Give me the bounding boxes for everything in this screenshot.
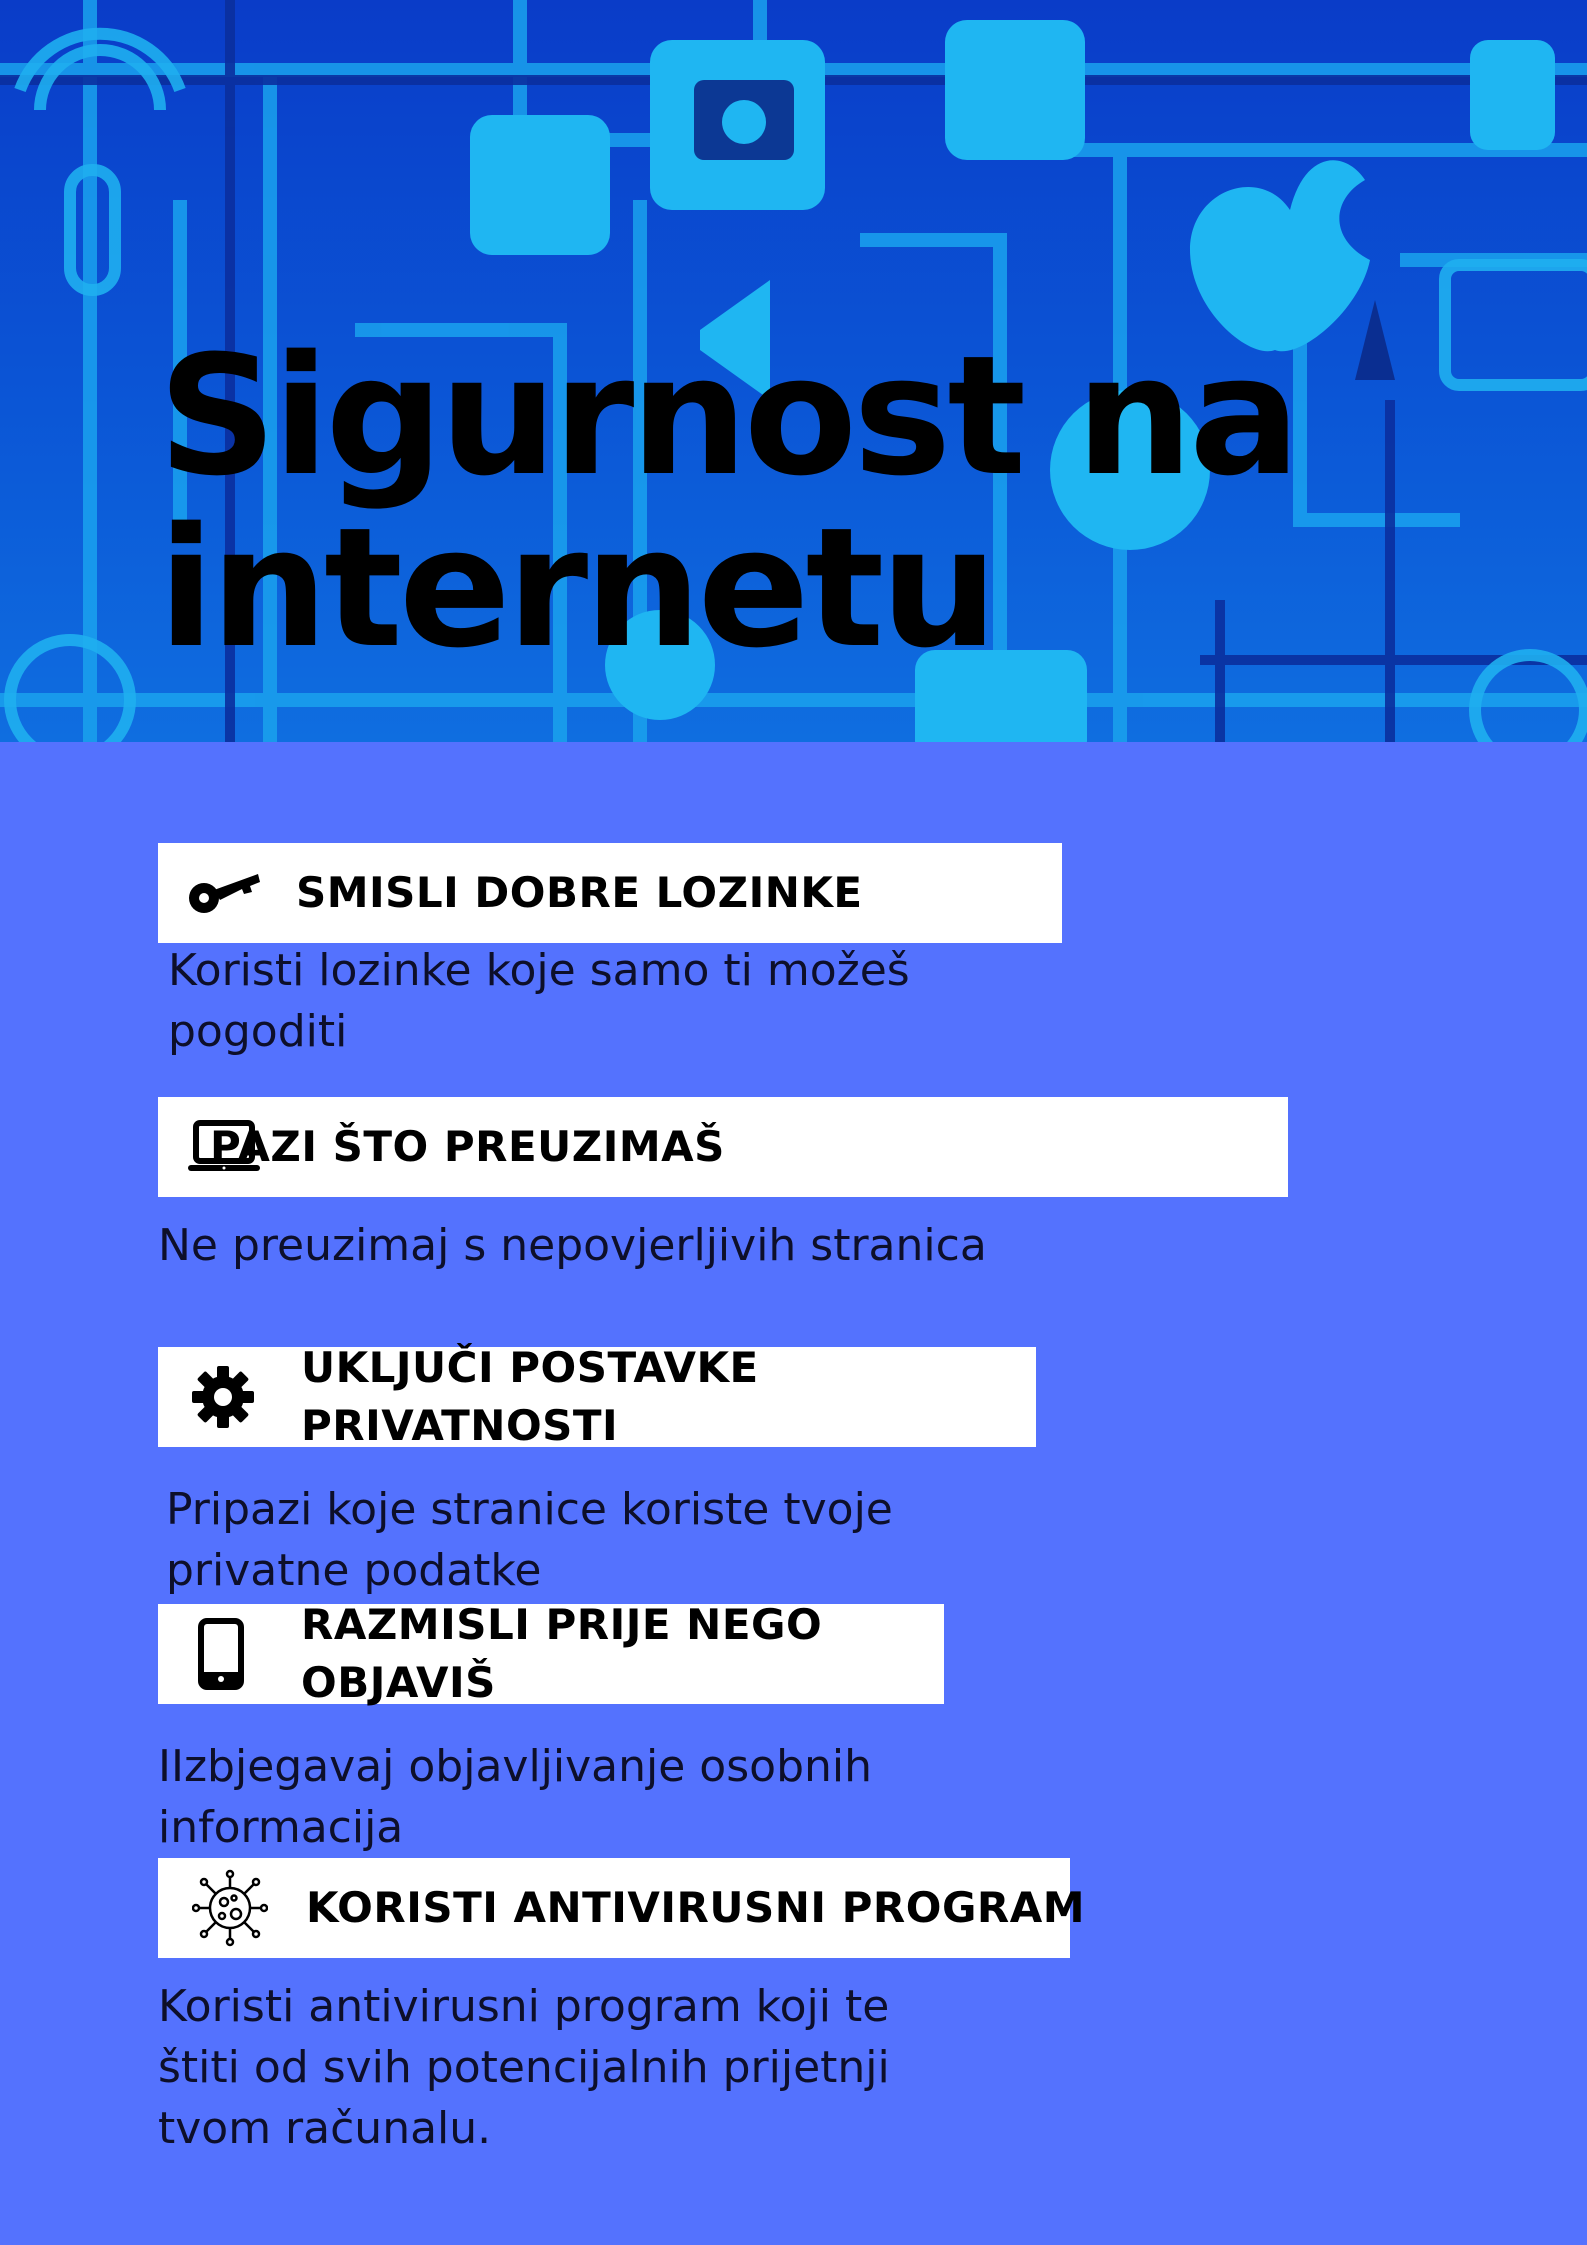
tip-title-privacy: UKLJUČI POSTAVKE PRIVATNOSTI [301, 1343, 759, 1450]
tip-desc-privacy: Pripazi koje stranice koriste tvoje privatne podatke [166, 1484, 893, 1596]
title-line-2: internetu [158, 492, 994, 684]
android-icon [1470, 40, 1555, 150]
tip-bar-antivirus [158, 1858, 1086, 1958]
tip-bar-downloads [158, 1097, 1288, 1197]
google-plus-icon [945, 20, 1085, 160]
tip-title-passwords: SMISLI DOBRE LOZINKE [296, 868, 863, 917]
title-line-1: Sigurnost na [158, 320, 1297, 512]
tip-title-antivirus: KORISTI ANTIVIRUSNI PROGRAM [306, 1883, 1086, 1932]
tip-bar-posting [158, 1600, 944, 1707]
tip-bar-passwords [158, 843, 1062, 943]
tip-title-posting: RAZMISLI PRIJE NEGO OBJAVIŠ [301, 1600, 823, 1707]
tip-desc-downloads: Ne preuzimaj s nepovjerljivih stranica [158, 1220, 987, 1271]
tip-desc-antivirus: Koristi antivirusni program koji te štiti od svih potencijalnih prijetnji tvom računalu. [158, 1981, 890, 2154]
page-title [158, 320, 1297, 684]
facebook-icon [470, 115, 610, 255]
tip-desc-passwords: Koristi lozinke koje samo ti možeš pogoditi [168, 945, 910, 1057]
hero-banner [0, 0, 1587, 742]
key-icon [186, 868, 262, 918]
tip-bar-privacy [158, 1343, 1036, 1450]
smartphone-icon [198, 1618, 244, 1690]
tip-title-downloads: PAZI ŠTO PREUZIMAŠ [210, 1122, 725, 1171]
gear-icon [190, 1364, 256, 1430]
tip-desc-posting: IIzbjegavaj objavljivanje osobnih informacija [158, 1741, 872, 1853]
virus-icon [192, 1868, 268, 1948]
